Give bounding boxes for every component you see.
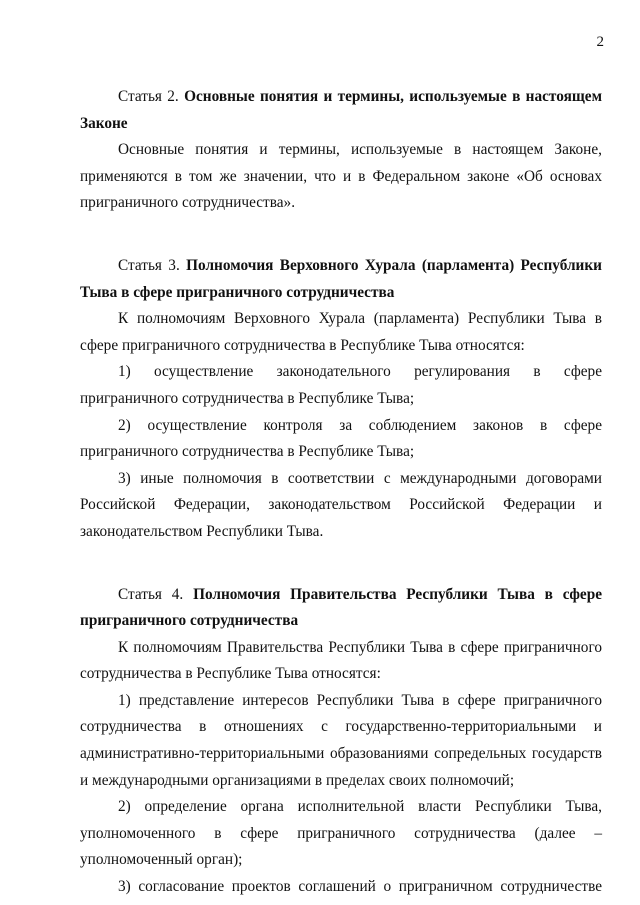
list-item: 2) осуществление контроля за соблюдением законов в сфере приграничного сотрудничества в Республике Тыва; xyxy=(80,416,602,461)
article-heading xyxy=(80,582,602,635)
article-title: Полномочия Верховного Хурала (парламента) Республики Тыва в сфере приграничного сотрудничества xyxy=(80,256,602,301)
paragraph: Основные понятия и термины, используемые в настоящем Законе, применяются в том же значении, что и в Федеральном законе «Об основах приграничного сотрудничества». xyxy=(80,141,602,212)
article-title: Основные понятия и термины, используемые в настоящем Законе xyxy=(80,88,602,132)
article-prefix: Статья 3. xyxy=(118,256,187,274)
article-prefix: Статья 4. xyxy=(118,585,194,603)
article-heading xyxy=(80,253,602,306)
page-number: 2 xyxy=(596,34,604,50)
article-prefix: Статья 2. xyxy=(118,88,185,105)
article-4 xyxy=(80,582,602,901)
list-item: 3) согласование проектов соглашений о приграничном сотрудничестве xyxy=(118,878,602,896)
list-item: 3) иные полномочия в соответствии с международными договорами Российской Федерации, законодательством Российской Федерации и законодательством Республики Тыва. xyxy=(80,469,602,540)
list-item: 2) определение органа исполнительной власти Республики Тыва, уполномоченного в сфере приграничного сотрудничества (далее – уполномоченный орган); xyxy=(80,798,602,869)
list-item: 1) представление интересов Республики Тыва в сфере приграничного сотрудничества в отношениях с государственно-территориальными и административно-территориальными образованиями сопредельных государств и международными организациями в пределах своих полномочий; xyxy=(80,691,602,789)
article-3 xyxy=(80,253,602,546)
list-item: 1) осуществление законодательного регулирования в сфере приграничного сотрудничества в Республике Тыва; xyxy=(80,363,602,407)
article-title: Полномочия Правительства Республики Тыва в сфере приграничного сотрудничества xyxy=(80,585,602,630)
article-heading xyxy=(80,84,602,137)
paragraph: К полномочиям Верховного Хурала (парламента) Республики Тыва в сфере приграничного сотрудничества в Республике Тыва относятся: xyxy=(80,310,602,354)
article-2 xyxy=(80,84,602,217)
paragraph: К полномочиям Правительства Республики Тыва в сфере приграничного сотрудничества в Республике Тыва относятся: xyxy=(80,638,602,683)
document-body xyxy=(80,84,602,901)
